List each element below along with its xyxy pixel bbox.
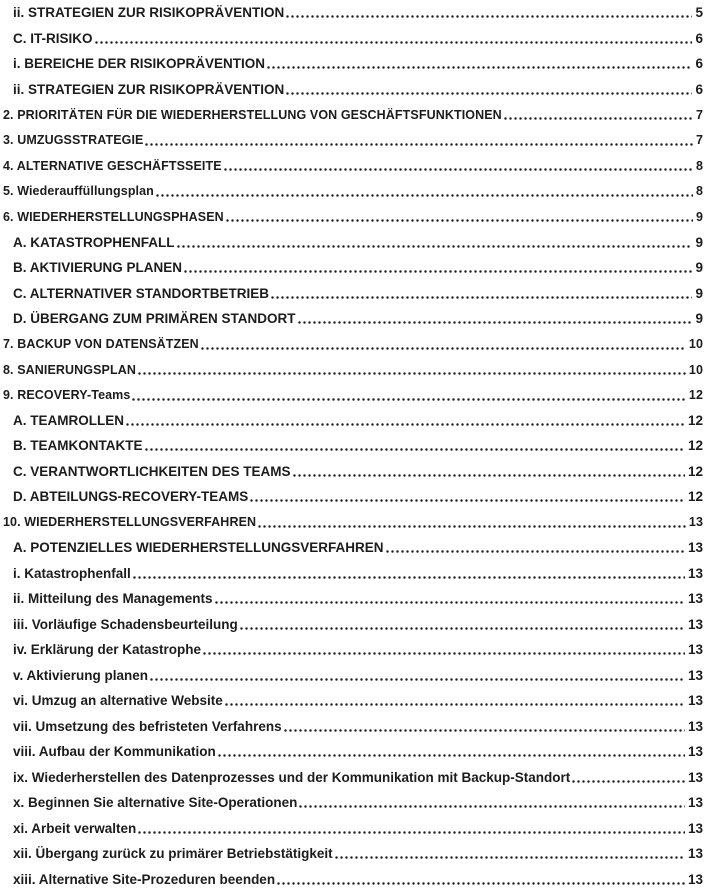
toc-entry-label: viii. Aufbau der Kommunikation xyxy=(13,744,216,760)
toc-entry-label: 4. ALTERNATIVE GESCHÄFTSSEITE xyxy=(3,158,222,173)
toc-entry[interactable] xyxy=(3,765,703,790)
toc-entry[interactable] xyxy=(3,484,703,509)
toc-entry[interactable] xyxy=(3,153,703,178)
toc-entry[interactable] xyxy=(3,255,703,280)
toc-entry-label: A. TEAMROLLEN xyxy=(13,412,124,428)
toc-page-number: 7 xyxy=(695,133,703,148)
dot-leader xyxy=(125,423,685,426)
toc-entry-label: 2. PRIORITÄTEN FÜR DIE WIEDERHERSTELLUNG VON GESCHÄFTSFUNKTIONEN xyxy=(3,107,502,122)
dot-leader xyxy=(257,525,686,528)
toc-entry[interactable] xyxy=(3,76,703,101)
toc-entry-label: vii. Umsetzung des befristeten Verfahrens xyxy=(13,718,282,734)
toc-entry-label: 9. RECOVERY-Teams xyxy=(3,388,131,402)
toc-entry-label: C. ALTERNATIVER STANDORTBETRIEB xyxy=(13,285,269,301)
dot-leader xyxy=(137,831,685,834)
toc-entry[interactable] xyxy=(3,102,703,127)
toc-page-number: 8 xyxy=(695,184,703,199)
dot-leader xyxy=(276,882,685,885)
toc-entry-label: A. POTENZIELLES WIEDERHERSTELLUNGSVERFAHREN xyxy=(13,540,384,556)
toc-entry[interactable] xyxy=(3,306,703,331)
toc-entry-label: vi. Umzug an alternative Website xyxy=(13,693,223,709)
dot-leader xyxy=(239,627,685,630)
toc-page-number: 13 xyxy=(687,667,703,683)
toc-entry-label: i. Katastrophenfall xyxy=(13,565,131,581)
dot-leader xyxy=(223,168,693,171)
toc-entry-label: 5. Wiederauffüllungsplan xyxy=(3,184,154,199)
toc-page-number: 13 xyxy=(687,693,703,709)
toc-page-number: 13 xyxy=(687,820,703,836)
toc-entry[interactable] xyxy=(3,688,703,713)
dot-leader xyxy=(183,270,692,273)
toc-page-number: 13 xyxy=(687,565,703,581)
toc-entry-label: iii. Vorläufige Schadensbeurteilung xyxy=(13,616,238,632)
toc-entry-label: 10. WIEDERHERSTELLUNGSVERFAHREN xyxy=(3,515,257,530)
toc-page-number: 9 xyxy=(695,260,703,276)
toc-page-number: 13 xyxy=(687,871,703,887)
dot-leader xyxy=(94,41,693,44)
toc-page-number: 13 xyxy=(687,540,703,556)
toc-entry[interactable] xyxy=(3,280,703,305)
toc-page-number: 12 xyxy=(687,489,703,505)
toc-entry[interactable] xyxy=(3,510,703,535)
toc-entry-label: 3. UMZUGSSTRATEGIE xyxy=(3,133,144,148)
dot-leader xyxy=(285,92,692,95)
dot-leader xyxy=(385,550,685,553)
toc-entry-label: iv. Erklärung der Katastrophe xyxy=(13,642,202,658)
dot-leader xyxy=(132,576,685,579)
toc-entry[interactable] xyxy=(3,25,703,50)
toc-page-number: 10 xyxy=(688,337,703,352)
dot-leader xyxy=(214,601,685,604)
toc-entry-label: xiii. Alternative Site-Prozeduren beenden xyxy=(13,871,276,887)
dot-leader xyxy=(270,296,692,299)
toc-page-number: 13 xyxy=(687,769,703,785)
toc-page-number: 13 xyxy=(687,718,703,734)
dot-leader xyxy=(155,194,693,197)
toc-entry[interactable] xyxy=(3,816,703,841)
dot-leader xyxy=(503,117,693,120)
toc-entry-label: B. AKTIVIERUNG PLANEN xyxy=(13,260,183,276)
dot-leader xyxy=(144,448,685,451)
toc-page-number: 12 xyxy=(687,438,703,454)
toc-entry-label: 7. BACKUP VON DATENSÄTZEN xyxy=(3,337,199,352)
toc-entry-label: i. BEREICHE DER RISIKOPRÄVENTION xyxy=(13,56,266,72)
dot-leader xyxy=(266,66,692,69)
toc-page-number: 7 xyxy=(695,107,703,122)
dot-leader xyxy=(283,729,685,732)
toc-page-number: 12 xyxy=(687,412,703,428)
dot-leader xyxy=(202,652,685,655)
toc-entry[interactable] xyxy=(3,561,703,586)
toc-entry-label: ii. Mitteilung des Managements xyxy=(13,591,213,607)
dot-leader xyxy=(217,754,685,757)
toc-entry[interactable] xyxy=(3,612,703,637)
dot-leader xyxy=(571,780,685,783)
toc-entry-label: xii. Übergang zurück zu primärer Betriebstätigkeit xyxy=(13,846,333,862)
dot-leader xyxy=(297,321,693,324)
toc-page-number: 9 xyxy=(695,311,703,327)
toc-entry[interactable] xyxy=(3,459,703,484)
toc-entry[interactable] xyxy=(3,51,703,76)
toc-entry[interactable] xyxy=(3,0,703,25)
toc-entry-label: D. ÜBERGANG ZUM PRIMÄREN STANDORT xyxy=(13,311,296,327)
toc-entry[interactable] xyxy=(3,382,703,407)
dot-leader xyxy=(225,219,693,222)
dot-leader xyxy=(224,703,685,706)
toc-entry-label: C. VERANTWORTLICHKEITEN DES TEAMS xyxy=(13,463,291,479)
toc-entry[interactable] xyxy=(3,331,703,356)
toc-page-number: 13 xyxy=(687,642,703,658)
toc-entry[interactable] xyxy=(3,866,703,891)
dot-leader xyxy=(149,678,685,681)
toc-entry[interactable] xyxy=(3,586,703,611)
toc-page-number: 12 xyxy=(688,388,703,402)
toc-page-number: 6 xyxy=(695,56,703,72)
toc-entry[interactable] xyxy=(3,357,703,382)
toc-entry-label: B. TEAMKONTAKTE xyxy=(13,438,143,454)
toc-entry-label: A. KATASTROPHENFALL xyxy=(13,234,175,250)
toc-entry-label: ii. STRATEGIEN ZUR RISIKOPRÄVENTION xyxy=(13,5,285,21)
toc-entry-label: ix. Wiederherstellen des Datenprozesses und der Kommunikation mit Backup-Standort xyxy=(13,769,571,785)
toc-page-number: 13 xyxy=(687,795,703,811)
toc-entry[interactable] xyxy=(3,408,703,433)
toc-entry-label: 8. SANIERUNGSPLAN xyxy=(3,362,136,377)
toc-entry[interactable] xyxy=(3,663,703,688)
dot-leader xyxy=(249,499,685,502)
toc-entry[interactable] xyxy=(3,229,703,254)
dot-leader xyxy=(176,245,693,248)
toc-page-number: 13 xyxy=(687,846,703,862)
toc-page-number: 10 xyxy=(688,362,703,377)
toc-page-number: 9 xyxy=(695,209,703,224)
toc-entry-label: C. IT-RISIKO xyxy=(13,30,93,46)
toc-page-number: 6 xyxy=(695,30,703,46)
toc-entry-label: 6. WIEDERHERSTELLUNGSPHASEN xyxy=(3,209,224,224)
toc-entry-label: D. ABTEILUNGS-RECOVERY-TEAMS xyxy=(13,489,249,505)
dot-leader xyxy=(285,15,692,18)
toc-entry-label: v. Aktivierung planen xyxy=(13,667,149,683)
toc-entry[interactable] xyxy=(3,204,703,229)
toc-page-number: 5 xyxy=(695,5,703,21)
dot-leader xyxy=(131,398,685,401)
toc-page-number: 13 xyxy=(688,515,703,530)
toc-entry[interactable] xyxy=(3,178,703,203)
toc-page-number: 12 xyxy=(687,463,703,479)
toc-entry-label: ii. STRATEGIEN ZUR RISIKOPRÄVENTION xyxy=(13,81,285,97)
toc-page-number: 9 xyxy=(695,285,703,301)
toc-page-number: 13 xyxy=(687,591,703,607)
toc-entry[interactable] xyxy=(3,841,703,866)
dot-leader xyxy=(200,347,686,350)
toc-page-number: 13 xyxy=(687,616,703,632)
toc-page-number: 13 xyxy=(687,744,703,760)
toc-page-number: 9 xyxy=(695,234,703,250)
toc-entry[interactable] xyxy=(3,637,703,662)
toc-entry[interactable] xyxy=(3,739,703,764)
toc-entry[interactable] xyxy=(3,535,703,560)
dot-leader xyxy=(298,805,685,808)
dot-leader xyxy=(292,474,685,477)
dot-leader xyxy=(334,856,685,859)
toc-page-number: 6 xyxy=(695,81,703,97)
dot-leader xyxy=(144,143,692,146)
dot-leader xyxy=(137,372,686,375)
toc-entry-label: xi. Arbeit verwalten xyxy=(13,820,137,836)
toc-entry-label: x. Beginnen Sie alternative Site-Operationen xyxy=(13,795,298,811)
toc-entry[interactable] xyxy=(3,433,703,458)
toc-page-number: 8 xyxy=(695,158,703,173)
toc-entry[interactable] xyxy=(3,127,703,152)
toc-entry[interactable] xyxy=(3,790,703,815)
toc-entry[interactable] xyxy=(3,714,703,739)
